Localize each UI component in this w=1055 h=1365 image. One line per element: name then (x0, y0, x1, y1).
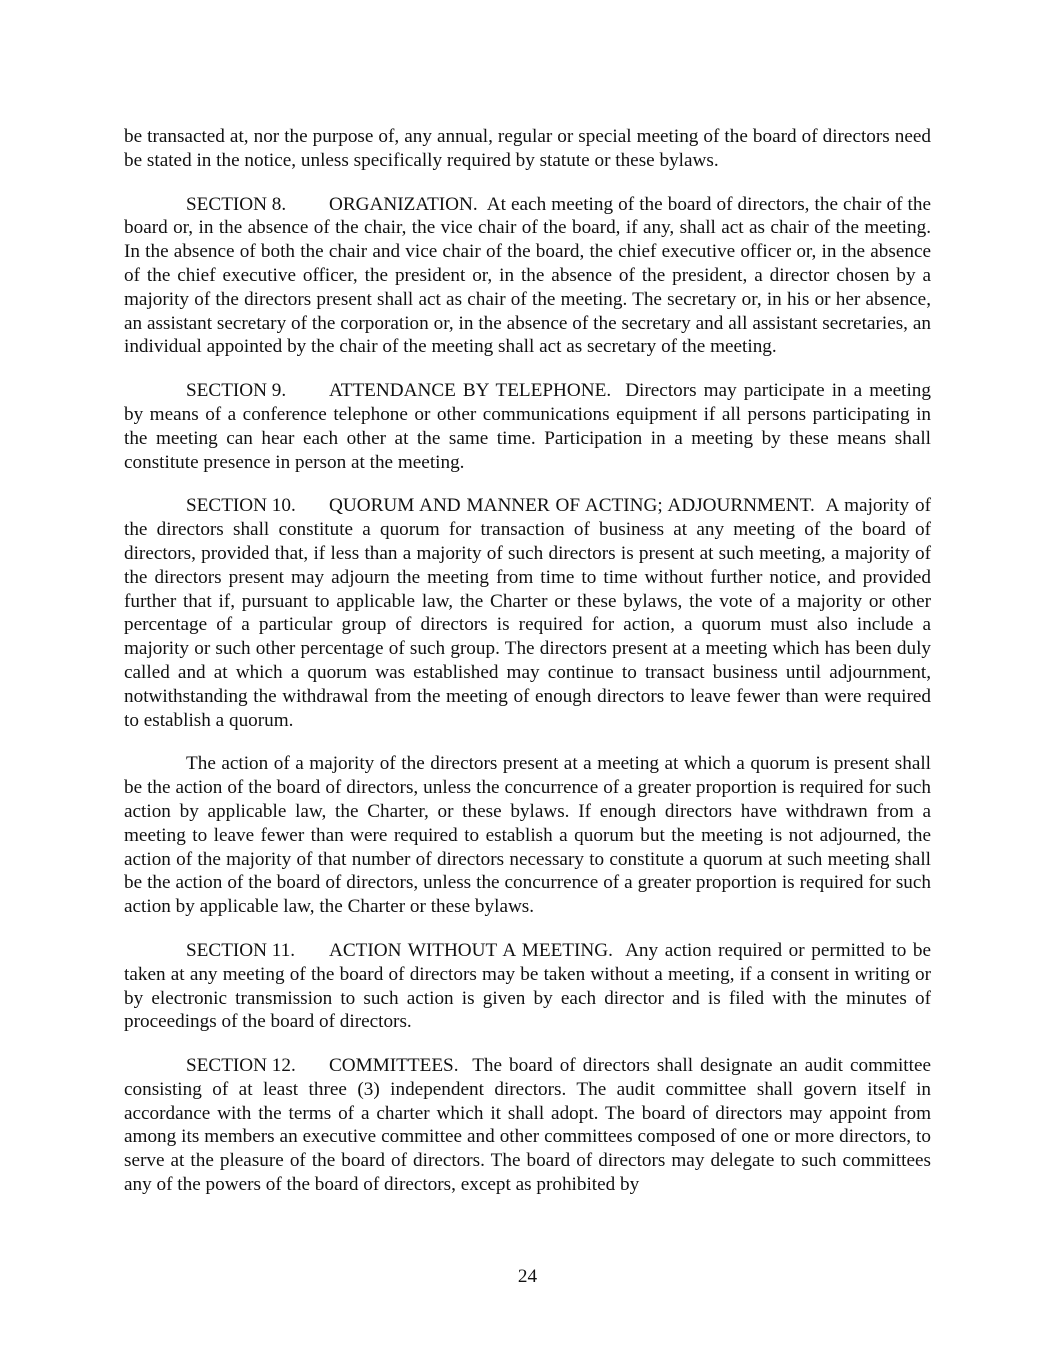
section-title: QUORUM AND MANNER OF ACTING; ADJOURNMENT. (329, 495, 815, 517)
paragraph-body: A majority of the directors shall constitute a quorum for transaction of business at any meeting of the board of directors, provided that, if less than a majority of such directors is present at such meeting, a majority of the directors present may adjourn the meeting from time to time without further notice, and provided further that if, pursuant to applicable law, the Charter or these bylaws, the vote of a majority or other percentage of a particular group of directors is required for action, a quorum must also include a majority or such other percentage of such group. The directors present at a meeting which has been duly called and at which a quorum was established may continue to transact business until adjournment, notwithstanding the withdrawal from the meeting of enough directors to leave fewer than were required to establish a quorum. (124, 495, 931, 731)
paragraph-body: Any action required or permitted to be taken at any meeting of the board of directors may be taken without a meeting, if a consent in writing or by electronic transmission to such action is given by each director and is filed with the minutes of proceedings of the board of directors. (124, 939, 931, 1033)
section-title: ATTENDANCE BY TELEPHONE. (329, 380, 612, 402)
paragraph-majority-action (124, 752, 931, 919)
section-8-organization (124, 193, 931, 360)
section-9-attendance (124, 379, 931, 474)
section-title: ORGANIZATION. (329, 193, 478, 215)
section-number: SECTION 9. (186, 380, 287, 402)
section-11-action-without-meeting (124, 939, 931, 1034)
section-title: ACTION WITHOUT A MEETING. (329, 939, 613, 961)
section-title: COMMITTEES. (329, 1055, 459, 1077)
paragraph-continuation (124, 125, 931, 173)
document-page (124, 125, 931, 1217)
page-number: 24 (517, 1266, 538, 1287)
section-number: SECTION 8. (186, 193, 287, 215)
section-number: SECTION 12. (186, 1055, 296, 1077)
section-number: SECTION 10. (186, 495, 296, 517)
section-10-quorum (124, 494, 931, 732)
paragraph-body: At each meeting of the board of directors, the chair of the board or, in the absence of the chair, the vice chair of the board, if any, shall act as chair of the meeting. In the absence of both the chair and vice chair of the board, the chief executive officer or, in the absence of the chief executive officer, the president or, in the absence of the president, a director chosen by a majority of the directors present shall act as chair of the meeting. The secretary or, in his or her absence, an assistant secretary of the corporation or, in the absence of the secretary and all assistant secretaries, an individual appointed by the chair of the meeting shall act as secretary of the meeting. (124, 193, 931, 358)
section-number: SECTION 11. (186, 939, 296, 961)
paragraph-body: The board of directors shall designate an audit committee consisting of at least three (3) independent directors. The audit committee shall govern itself in accordance with the terms of a charter which it shall adopt. The board of directors may appoint from among its members an executive committee and other committees composed of one or more directors, to serve at the pleasure of the board of directors. The board of directors may delegate to such committees any of the powers of the board of directors, except as prohibited by (124, 1055, 932, 1196)
paragraph-body: The action of a majority of the directors present at a meeting at which a quorum is present shall be the action of the board of directors, unless the concurrence of a greater proportion is required for such action by applicable law, the Charter, or these bylaws. If enough directors have withdrawn from a meeting to leave fewer than were required to establish a quorum but the meeting is not adjourned, the action of the majority of that number of directors necessary to constitute a quorum at such meeting shall be the action of the board of directors, unless the concurrence of a greater proportion is required for such action by applicable law, the Charter or these bylaws. (124, 753, 931, 918)
section-12-committees (124, 1054, 931, 1197)
paragraph-body: be transacted at, nor the purpose of, any annual, regular or special meeting of the board of directors need be stated in the notice, unless specifically required by statute or these bylaws. (124, 126, 931, 171)
paragraph-body: Directors may participate in a meeting by means of a conference telephone or other communications equipment if all persons participating in the meeting can hear each other at the same time. Participation in a meeting by these means shall constitute presence in person at the meeting. (124, 380, 931, 473)
